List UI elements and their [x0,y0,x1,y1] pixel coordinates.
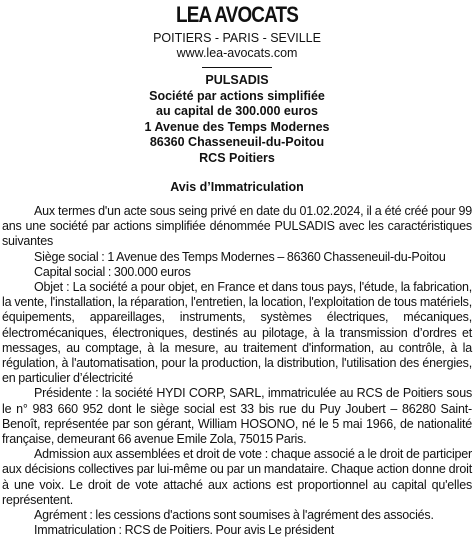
paragraph-siege: Siège social : 1 Avenue des Temps Modernes – 86360 Chasseneuil-du-Poitou [34,249,446,264]
firm-name: LEA AVOCATS [176,2,298,27]
notice-body [2,204,472,538]
firm-cities: POITIERS - PARIS - SEVILLE [153,31,321,45]
company-address-line1: 1 Avenue des Temps Modernes [144,119,330,134]
firm-header [2,3,472,68]
company-name: PULSADIS [205,73,269,87]
company-rcs: RCS Poitiers [199,150,275,165]
paragraph-presidente: Présidente : la société HYDI CORP, SARL, immatriculée au RCS de Poitiers sous le n° 983 660 952 dont le siège social est 33 bis rue du Puy Joubert – 86280 Saint-Benoît, représentée par son gérant, William HOSONO, né le 5 mai 1966, de nationalité française, demeurant 66 avenue Emile Zola, 75015 Paris. [2,386,472,447]
firm-website: www.lea-avocats.com [176,46,298,60]
company-block [2,73,472,166]
company-form: Société par actions simplifiée [149,88,325,103]
paragraph-objet: Objet : La société a pour objet, en France et dans tous pays, l'étude, la fabrication, la vente, l'installation, la réparation, l'entretien, la location, l'exploitation de tous matériels, équipements, appareillages, instruments, systèmes électriques, mécaniques, électromécaniques, électroniques, destinés au pilotage, à la transmission d’ordres et messages, au comptage, à la mesure, au traitement d'information, au contrôle, à la régulation, à l'automatisation, pour la production, la distribution, l'utilisation des énergies, en particulier d’électricité [2,280,472,386]
header-divider [202,67,272,68]
paragraph-immatriculation: Immatriculation : RCS de Poitiers. Pour avis Le président [34,523,335,538]
notice-title: Avis d’Immatriculation [170,180,304,194]
company-address-line2: 86360 Chasseneuil-du-Poitou [149,135,325,149]
paragraph-capital: Capital social : 300.000 euros [34,264,191,279]
paragraph-intro: Aux termes d'un acte sous seing privé en date du 01.02.2024, il a été créé pour 99 ans une société par actions simplifiée dénommée PULSADIS avec les caractéristiques suivantes [2,204,472,249]
company-capital: au capital de 300.000 euros [156,104,318,118]
paragraph-admission: Admission aux assemblées et droit de vote : chaque associé a le droit de participer aux décisions collectives par lui-même ou par un mandataire. Chaque action donne droit à une voix. Le droit de vote attaché aux actions est proportionnel au capital qu'elles représentent. [2,447,472,507]
paragraph-agrement: Agrément : les cessions d'actions sont soumises à l'agrément des associés. [34,508,434,523]
